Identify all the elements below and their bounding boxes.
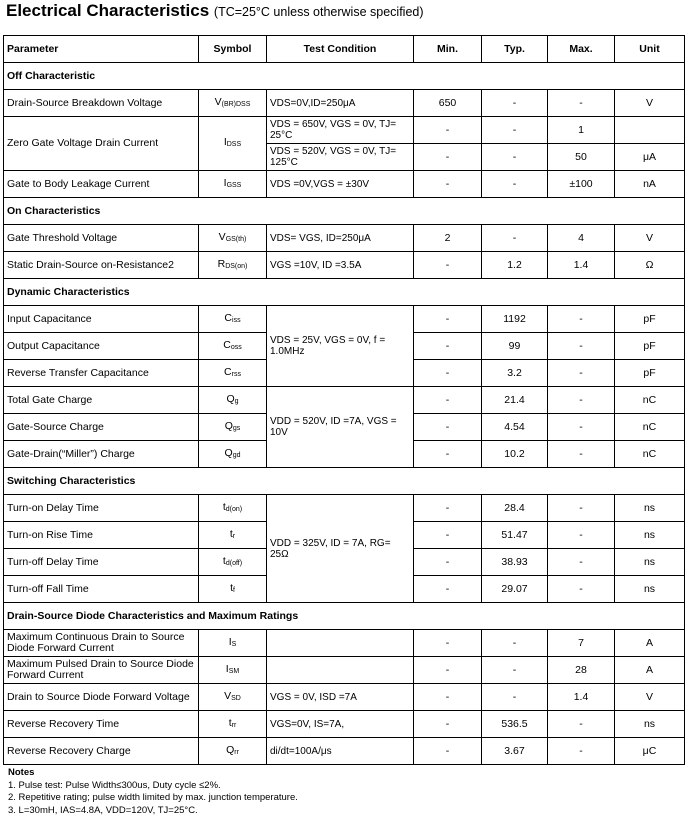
unit-cell: V — [615, 225, 685, 252]
unit-cell: pF — [615, 306, 685, 333]
section-switching: Switching Characteristics — [4, 468, 685, 495]
condition-cell: VGS = 0V, ISD =7A — [267, 684, 414, 711]
condition-cell — [267, 630, 414, 657]
min-cell: - — [414, 684, 482, 711]
param-cell: Maximum Continuous Drain to Source Diode Forward Current — [4, 630, 199, 657]
typ-cell: 1192 — [482, 306, 548, 333]
typ-cell: - — [482, 225, 548, 252]
param-cell: Static Drain-Source on-Resistance2 — [4, 252, 199, 279]
param-cell: Drain to Source Diode Forward Voltage — [4, 684, 199, 711]
min-cell: - — [414, 657, 482, 684]
param-cell: Turn-on Rise Time — [4, 522, 199, 549]
max-cell: - — [548, 441, 615, 468]
min-cell: - — [414, 576, 482, 603]
max-cell: - — [548, 495, 615, 522]
typ-cell: 38.93 — [482, 549, 548, 576]
max-cell: ±100 — [548, 171, 615, 198]
typ-cell: - — [482, 684, 548, 711]
table-row — [4, 90, 685, 117]
header-symbol: Symbol — [199, 36, 267, 63]
note-1: 1. Pulse test: Pulse Width≤300us, Duty cycle ≤2%. — [8, 779, 221, 791]
symbol-cell: $V_{SD}$ — [199, 684, 267, 711]
symbol-cell: $I_{DSS}$ — [199, 117, 267, 171]
typ-cell: 3.67 — [482, 738, 548, 765]
min-cell: - — [414, 738, 482, 765]
condition-cell: VDS = 25V, VGS = 0V, f = 1.0MHz — [267, 306, 414, 387]
symbol-cell: $C_{rss}$ — [199, 360, 267, 387]
typ-cell: - — [482, 171, 548, 198]
typ-cell: 21.4 — [482, 387, 548, 414]
symbol-cell: $I_{GSS}$ — [199, 171, 267, 198]
unit-cell: ns — [615, 576, 685, 603]
min-cell: 2 — [414, 225, 482, 252]
param-cell: Reverse Recovery Time — [4, 711, 199, 738]
param-cell: Reverse Transfer Capacitance — [4, 360, 199, 387]
min-cell: - — [414, 117, 482, 144]
condition-cell: VDS = 520V, VGS = 0V, TJ= 125°C — [267, 144, 414, 171]
max-cell: - — [548, 549, 615, 576]
typ-cell: 536.5 — [482, 711, 548, 738]
condition-cell: VDS= VGS, ID=250μA — [267, 225, 414, 252]
condition-cell: VDS =0V,VGS = ±30V — [267, 171, 414, 198]
min-cell: - — [414, 414, 482, 441]
max-cell: - — [548, 360, 615, 387]
section-row — [4, 468, 685, 495]
typ-cell: 99 — [482, 333, 548, 360]
symbol-cell: $Q_g$ — [199, 387, 267, 414]
unit-cell: ns — [615, 522, 685, 549]
section-on: On Characteristics — [4, 198, 685, 225]
min-cell: - — [414, 495, 482, 522]
section-diode: Drain-Source Diode Characteristics and Maximum Ratings — [4, 603, 685, 630]
param-cell: Maximum Pulsed Drain to Source Diode Forward Current — [4, 657, 199, 684]
unit-cell: μA — [615, 144, 685, 171]
condition-cell: VDS=0V,ID=250μA — [267, 90, 414, 117]
note-3: 3. L=30mH, IAS=4.8A, VDD=120V, TJ=25°C. — [8, 804, 198, 816]
table-row — [4, 684, 685, 711]
symbol-cell: $I_S$ — [199, 630, 267, 657]
section-row — [4, 603, 685, 630]
symbol-cell: $V_{(BR)DSS}$ — [199, 90, 267, 117]
max-cell: - — [548, 414, 615, 441]
symbol-cell: $t_r$ — [199, 522, 267, 549]
table-row — [4, 711, 685, 738]
table-row — [4, 225, 685, 252]
unit-cell: nC — [615, 441, 685, 468]
min-cell: - — [414, 333, 482, 360]
min-cell: - — [414, 441, 482, 468]
min-cell: - — [414, 522, 482, 549]
param-cell: Turn-on Delay Time — [4, 495, 199, 522]
max-cell: 28 — [548, 657, 615, 684]
header-parameter: Parameter — [4, 36, 199, 63]
symbol-cell: $t_{rr}$ — [199, 711, 267, 738]
unit-cell: ns — [615, 711, 685, 738]
typ-cell: 28.4 — [482, 495, 548, 522]
unit-cell: pF — [615, 360, 685, 387]
param-cell: Gate to Body Leakage Current — [4, 171, 199, 198]
table-row — [4, 630, 685, 657]
section-row — [4, 198, 685, 225]
max-cell: 4 — [548, 225, 615, 252]
typ-cell: 10.2 — [482, 441, 548, 468]
min-cell: - — [414, 360, 482, 387]
min-cell: - — [414, 306, 482, 333]
max-cell: 50 — [548, 144, 615, 171]
typ-cell: 29.07 — [482, 576, 548, 603]
title-condition: (TC=25°C unless otherwise specified) — [213, 5, 424, 19]
min-cell: 650 — [414, 90, 482, 117]
max-cell: - — [548, 387, 615, 414]
note-2: 2. Repetitive rating; pulse width limited by max. junction temperature. — [8, 792, 298, 803]
header-min: Min. — [414, 36, 482, 63]
header-test-condition: Test Condition — [267, 36, 414, 63]
unit-cell: nC — [615, 414, 685, 441]
min-cell: - — [414, 171, 482, 198]
max-cell: - — [548, 522, 615, 549]
notes-heading: Notes — [8, 767, 35, 778]
table-header-row — [4, 36, 685, 63]
param-cell: Zero Gate Voltage Drain Current — [4, 117, 199, 171]
table-row — [4, 387, 685, 414]
unit-cell: V — [615, 90, 685, 117]
condition-cell: VGS=0V, IS=7A, — [267, 711, 414, 738]
typ-cell: 51.47 — [482, 522, 548, 549]
max-cell: - — [548, 333, 615, 360]
section-off: Off Characteristic — [4, 63, 685, 90]
typ-cell: - — [482, 144, 548, 171]
typ-cell: - — [482, 117, 548, 144]
unit-cell — [615, 117, 685, 144]
typ-cell: - — [482, 657, 548, 684]
max-cell: - — [548, 306, 615, 333]
param-cell: Turn-off Fall Time — [4, 576, 199, 603]
unit-cell: μC — [615, 738, 685, 765]
param-cell: Input Capacitance — [4, 306, 199, 333]
symbol-cell: $C_{oss}$ — [199, 333, 267, 360]
max-cell: 1.4 — [548, 252, 615, 279]
typ-cell: 3.2 — [482, 360, 548, 387]
condition-cell: VGS =10V, ID =3.5A — [267, 252, 414, 279]
min-cell: - — [414, 711, 482, 738]
max-cell: - — [548, 90, 615, 117]
symbol-cell: $t_{d(off)}$ — [199, 549, 267, 576]
param-cell: Reverse Recovery Charge — [4, 738, 199, 765]
min-cell: - — [414, 252, 482, 279]
table-row — [4, 495, 685, 522]
symbol-cell: $C_{iss}$ — [199, 306, 267, 333]
section-dynamic: Dynamic Characteristics — [4, 279, 685, 306]
condition-cell: VDD = 325V, ID = 7A, RG= 25Ω — [267, 495, 414, 603]
section-row — [4, 63, 685, 90]
condition-cell: VDS = 650V, VGS = 0V, TJ= 25°C — [267, 117, 414, 144]
min-cell: - — [414, 144, 482, 171]
notes-block — [8, 767, 298, 817]
max-cell: - — [548, 738, 615, 765]
unit-cell: ns — [615, 549, 685, 576]
unit-cell: Ω — [615, 252, 685, 279]
max-cell: 1 — [548, 117, 615, 144]
typ-cell: 1.2 — [482, 252, 548, 279]
min-cell: - — [414, 630, 482, 657]
typ-cell: - — [482, 90, 548, 117]
unit-cell: A — [615, 630, 685, 657]
condition-cell: di/dt=100A/μs — [267, 738, 414, 765]
symbol-cell: $Q_{gs}$ — [199, 414, 267, 441]
unit-cell: A — [615, 657, 685, 684]
param-cell: Turn-off Delay Time — [4, 549, 199, 576]
symbol-cell: $t_{d(on)}$ — [199, 495, 267, 522]
page-title — [6, 1, 424, 21]
symbol-cell: $Q_{gd}$ — [199, 441, 267, 468]
symbol-cell: $t_f$ — [199, 576, 267, 603]
unit-cell: pF — [615, 333, 685, 360]
max-cell: - — [548, 576, 615, 603]
min-cell: - — [414, 549, 482, 576]
condition-cell: VDD = 520V, ID =7A, VGS = 10V — [267, 387, 414, 468]
param-cell: Drain-Source Breakdown Voltage — [4, 90, 199, 117]
table-row — [4, 306, 685, 333]
max-cell: 7 — [548, 630, 615, 657]
header-typ: Typ. — [482, 36, 548, 63]
table-row — [4, 738, 685, 765]
unit-cell: ns — [615, 495, 685, 522]
typ-cell: - — [482, 630, 548, 657]
unit-cell: nC — [615, 387, 685, 414]
min-cell: - — [414, 387, 482, 414]
header-max: Max. — [548, 36, 615, 63]
unit-cell: nA — [615, 171, 685, 198]
param-cell: Total Gate Charge — [4, 387, 199, 414]
symbol-cell: $V_{GS(th)}$ — [199, 225, 267, 252]
typ-cell: 4.54 — [482, 414, 548, 441]
title-text: Electrical Characteristics — [6, 1, 210, 20]
header-unit: Unit — [615, 36, 685, 63]
table-row — [4, 252, 685, 279]
symbol-cell: $Q_{rr}$ — [199, 738, 267, 765]
table-row — [4, 117, 685, 144]
electrical-characteristics-table — [3, 35, 685, 765]
symbol-cell: $I_{SM}$ — [199, 657, 267, 684]
section-row — [4, 279, 685, 306]
table-row — [4, 657, 685, 684]
symbol-cell: $R_{DS(on)}$ — [199, 252, 267, 279]
unit-cell: V — [615, 684, 685, 711]
condition-cell — [267, 657, 414, 684]
table-row — [4, 171, 685, 198]
param-cell: Gate-Source Charge — [4, 414, 199, 441]
param-cell: Gate-Drain(“Miller”) Charge — [4, 441, 199, 468]
param-cell: Gate Threshold Voltage — [4, 225, 199, 252]
max-cell: 1.4 — [548, 684, 615, 711]
max-cell: - — [548, 711, 615, 738]
param-cell: Output Capacitance — [4, 333, 199, 360]
